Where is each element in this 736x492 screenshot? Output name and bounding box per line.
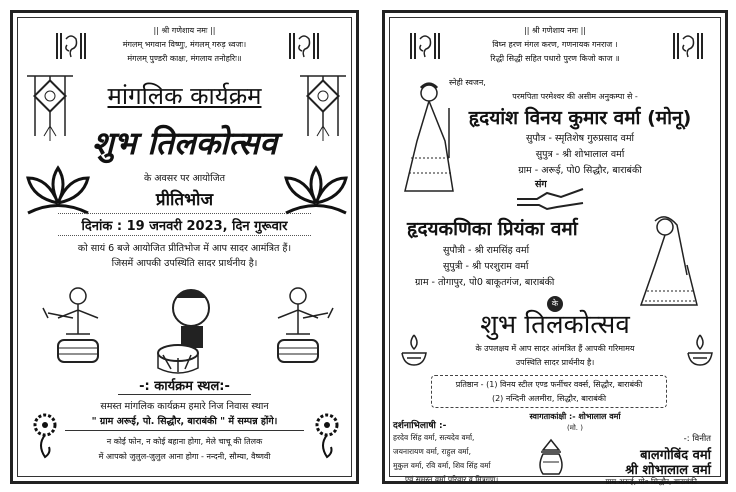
sang-label: संग [535, 179, 547, 190]
wedding-tilak-invitation-card [382, 10, 728, 484]
occasion-text: के अवसर पर आयोजित [143, 173, 226, 184]
feast-title: प्रीतिभोज [155, 190, 214, 210]
divider [118, 394, 251, 395]
verse-line: विघ्न हरण मंगल करण, गणनायक गनराज । [492, 40, 618, 49]
venue-heading: -: कार्यक्रम स्थल:- [139, 379, 230, 394]
divider [58, 213, 311, 214]
mobile-label: (मो. ) [567, 424, 583, 432]
handshake-icon [515, 183, 585, 211]
bride-detail: सुपौत्री - श्री रामसिंह वर्मा [443, 245, 530, 256]
venue-line: समस्त मांगलिक कार्यक्रम हमारे निज निवास स्थान [100, 401, 269, 412]
signatory-address: ग्राम अरूई, पो० सिद्धौर, बाराबंकी [605, 477, 697, 486]
invite-line: उपस्थिति सादर प्रार्थनीय है। [515, 358, 595, 367]
mantra-line: मंगलम् भगवान विष्णुः, मंगलम् गरुड़ ध्वजः। [122, 40, 247, 49]
business-line: (2) नन्दिनी अलमीरा, सिद्धौर, बाराबंकी [491, 394, 607, 403]
card-title: मांगलिक कार्यक्रम [107, 82, 262, 110]
signatory-name: श्री शोभालाल वर्मा [625, 463, 711, 478]
band-musicians-illustration [38, 278, 118, 373]
band-musicians-illustration [258, 278, 338, 373]
divider [58, 235, 311, 236]
darshan-heading: दर्शनाभिलाषी :- [393, 421, 447, 431]
darshan-name-line: एवं समस्त वर्मा परिवार व मित्रगण। [405, 475, 499, 484]
event-title: शुभ तिलकोत्सव [480, 310, 630, 340]
divider [65, 430, 304, 431]
business-box [431, 375, 667, 408]
mantra-line: मंगलम् पुण्डरी काक्षः, मंगलाय तनोहरिः॥ [127, 54, 242, 63]
tilak-feast-card [10, 10, 359, 484]
drummer-boy-illustration [143, 283, 233, 383]
bride-detail: ग्राम - तोगापुर, पो0 बाकूतगंज, बाराबंकी [415, 277, 555, 288]
kids-note-line: में आपको जुलुल-जुलुल आना होगा - नन्दनी, सौम्या, वैष्णवी [98, 452, 271, 461]
greeting: स्नेही स्वजन, [449, 78, 486, 87]
event-date: दिनांक : 19 जनवरी 2023, दिन गुरूवार [81, 219, 288, 234]
flower-icon [31, 411, 59, 461]
invocation: || श्री गणेशाय नमः || [524, 26, 586, 35]
invite-line: को सायं 6 बजे आयोजित प्रीतिभोज में आप सादर आमंत्रित हैं। [77, 243, 292, 254]
welcome-line: स्वागताकांक्षी :- शोभालाल वर्मा [529, 412, 621, 421]
verse-line: रिद्धी सिद्धी सहित पधारो पुरण किजो काज ॥ [490, 54, 620, 63]
blessing-line: परमपिता परमेश्वर की असीम अनुकम्पा से - [512, 92, 638, 101]
kalash-icon [535, 438, 567, 478]
ke-badge: के [385, 291, 725, 312]
vinit-label: -: विनीत [683, 434, 711, 444]
event-title: शुभ तिलकोत्सव [91, 124, 278, 162]
flower-icon [313, 411, 341, 461]
kids-note-line: न कोई फोन, न कोई बहाना होगा, मेले चाचू की तिलक [106, 437, 263, 446]
darshan-name-line: हरदेव सिंह वर्मा, सत्यदेव वर्मा, [393, 433, 475, 442]
invite-line: के उपलक्षय में आप सादर आंमत्रित हैं आपकी गरिमामय [475, 344, 635, 353]
darshan-name-line: मुकुल वर्मा, रवि वर्मा, शिव सिंह वर्मा [393, 461, 491, 470]
bride-detail: सुपुत्री - श्री परशुराम वर्मा [443, 261, 529, 272]
invite-line: जिसमें आपकी उपस्थिति सादर प्रार्थनीय है। [111, 258, 258, 269]
groom-detail: सुपुत्र - श्री शोभालाल वर्मा [535, 149, 625, 160]
venue-address: " ग्राम अरूई, पो. सिद्धौर, बाराबंकी " में सम्पन्न होंगे। [91, 416, 278, 427]
groom-detail: ग्राम - अरूई, पो0 सिद्धौर, बाराबंकी [518, 165, 642, 176]
groom-detail: सुपौत्र - स्मृतिशेष गुरुप्रसाद वर्मा [525, 133, 635, 144]
invocation: || श्री गणेशाय नमः || [153, 26, 216, 35]
bride-name: हृदयकणिका प्रियंका वर्मा [407, 218, 578, 240]
groom-name: हृदयांश विनय कुमार वर्मा (मोनू) [468, 107, 692, 129]
darshan-name-line: जयनारायण वर्मा, राहुल वर्मा, [393, 447, 471, 456]
business-line: प्रतिष्ठान - (1) विनय स्टील एण्ड फर्नीचर वर्क्स, सिद्धौर, बाराबंकी [455, 380, 643, 389]
signatory-name: बालगोबिंद वर्मा [640, 448, 711, 463]
